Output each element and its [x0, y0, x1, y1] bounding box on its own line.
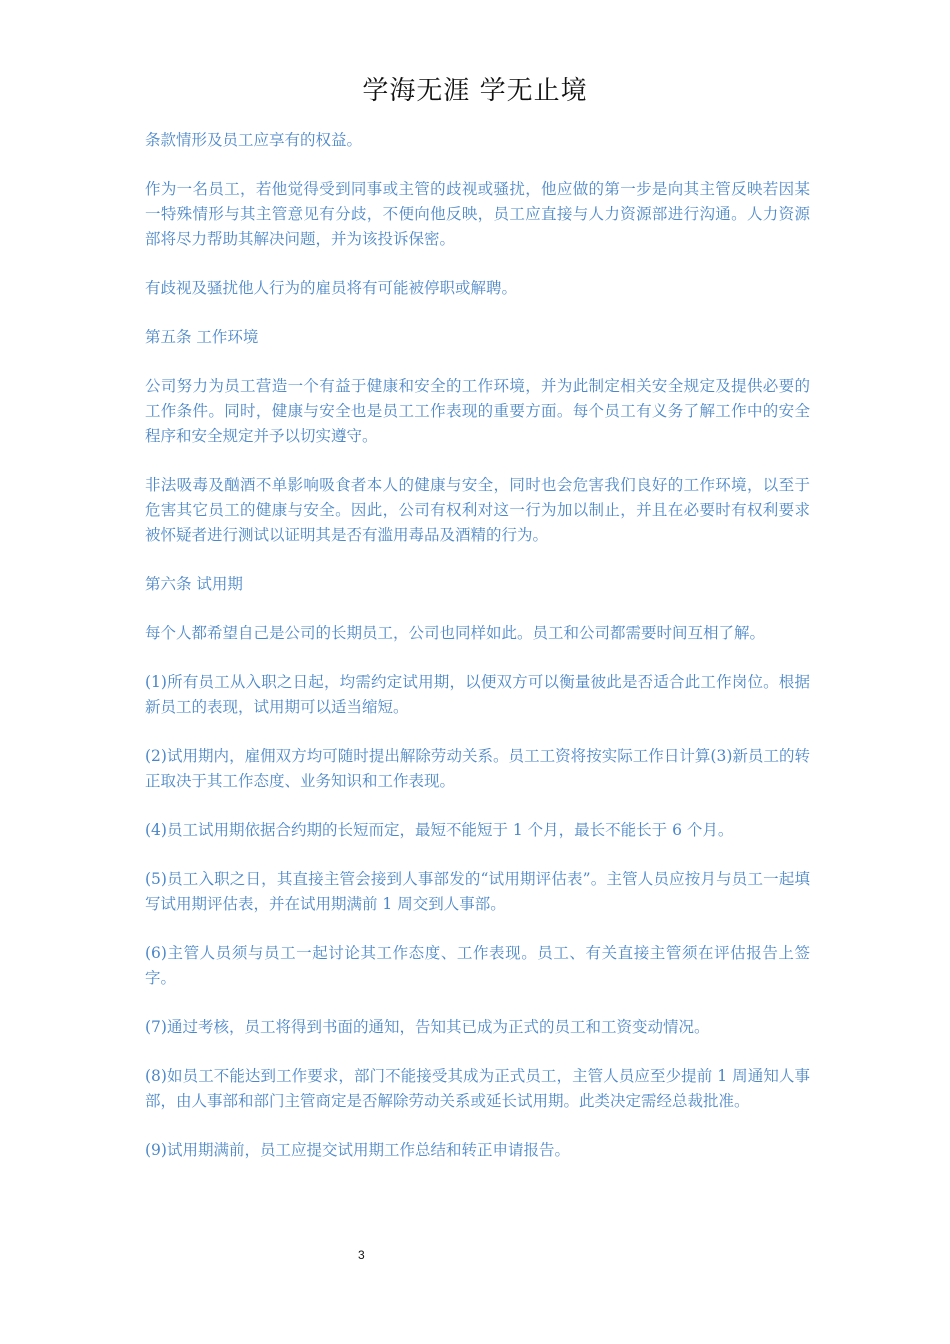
list-item: (5)员工入职之日，其直接主管会接到人事部发的“试用期评估表”。主管人员应按月与员工一起填写试用期评估表，并在试用期满前 1 周交到人事部。: [145, 870, 810, 913]
list-item: (4)员工试用期依据合约期的长短而定，最短不能短于 1 个月，最长不能长于 6 个月。: [145, 821, 734, 839]
list-item: (1)所有员工从入职之日起，均需约定试用期，以便双方可以衡量彼此是否适合此工作岗位。根据新员工的表现，试用期可以适当缩短。: [145, 673, 810, 716]
page-header-title: 学海无涯 学无止境: [362, 76, 588, 106]
section-heading: 第五条 工作环境: [145, 328, 259, 346]
paragraph: 有歧视及骚扰他人行为的雇员将有可能被停职或解聘。: [145, 279, 518, 297]
list-item: (7)通过考核，员工将得到书面的通知，告知其已成为正式的员工和工资变动情况。: [145, 1018, 710, 1036]
list-item: (8)如员工不能达到工作要求，部门不能接受其成为正式员工，主管人员应至少提前 1 周通知人事部，由人事部和部门主管商定是否解除劳动关系或延长试用期。此类决定需经总裁批准。: [145, 1067, 810, 1110]
document-body: [145, 128, 810, 1187]
paragraph: 非法吸毒及酗酒不单影响吸食者本人的健康与安全，同时也会危害我们良好的工作环境，以至于危害其它员工的健康与安全。因此，公司有权利对这一行为加以制止，并且在必要时有权利要求被怀疑者进行测试以证明其是否有滥用毒品及酒精的行为。: [145, 476, 810, 544]
list-item: (9)试用期满前，员工应提交试用期工作总结和转正申请报告。: [145, 1141, 570, 1159]
paragraph: 作为一名员工，若他觉得受到同事或主管的歧视或骚扰，他应做的第一步是向其主管反映若因某一特殊情形与其主管意见有分歧，不便向他反映，员工应直接与人力资源部进行沟通。人力资源部将尽力帮助其解决问题，并为该投诉保密。: [145, 180, 810, 248]
paragraph: 每个人都希望自己是公司的长期员工，公司也同样如此。员工和公司都需要时间互相了解。: [145, 624, 766, 642]
page-number: 3: [358, 1248, 365, 1262]
list-item: (6)主管人员须与员工一起讨论其工作态度、工作表现。员工、有关直接主管须在评估报告上签字。: [145, 944, 810, 987]
paragraph: 条款情形及员工应享有的权益。: [145, 131, 363, 149]
paragraph: 公司努力为员工营造一个有益于健康和安全的工作环境，并为此制定相关安全规定及提供必要的工作条件。同时，健康与安全也是员工工作表现的重要方面。每个员工有义务了解工作中的安全程序和安全规定并予以切实遵守。: [145, 377, 810, 445]
list-item: (2)试用期内，雇佣双方均可随时提出解除劳动关系。员工工资将按实际工作日计算(3)新员工的转正取决于其工作态度、业务知识和工作表现。: [145, 747, 810, 790]
section-heading: 第六条 试用期: [145, 575, 243, 593]
